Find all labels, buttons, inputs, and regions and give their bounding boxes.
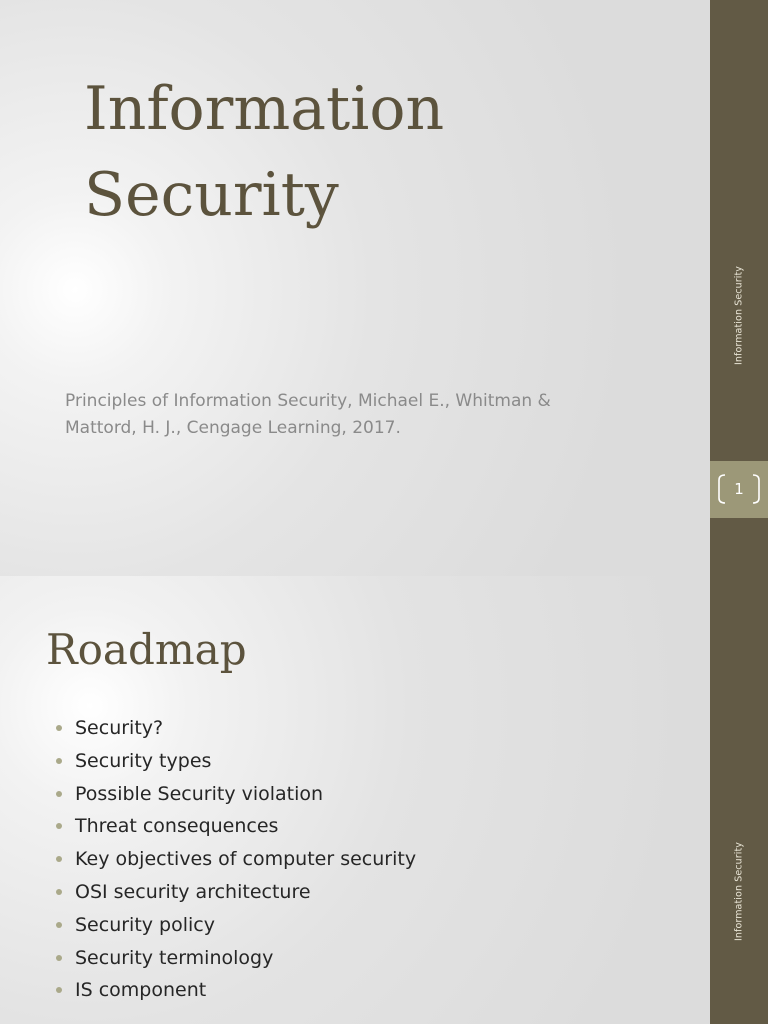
bullet-icon <box>56 987 62 993</box>
bullet-icon <box>56 955 62 961</box>
slide-title: Roadmap <box>46 625 247 674</box>
list-item <box>54 843 416 876</box>
bullet-list <box>54 712 416 1007</box>
bullet-icon <box>56 922 62 928</box>
list-item-text: Possible Security violation <box>75 782 324 805</box>
subtitle-line-1: Principles of Information Security, Michael E., Whitman & <box>65 391 551 411</box>
list-item-text: Key objectives of computer security <box>75 848 417 871</box>
bullet-icon <box>56 758 62 764</box>
list-item <box>54 778 416 811</box>
list-item-text: Security types <box>75 749 212 772</box>
list-item-text: Security policy <box>75 913 215 936</box>
list-item-text: IS component <box>75 979 207 1002</box>
slide-subtitle <box>65 388 645 442</box>
slide-number: 1 <box>734 480 744 498</box>
sidebar-caption: Information Security <box>733 841 745 942</box>
list-item-text: Threat consequences <box>75 815 279 838</box>
bullet-icon <box>56 856 62 862</box>
subtitle-line-2: Mattord, H. J., Cengage Learning, 2017. <box>65 418 401 438</box>
list-item <box>54 810 416 843</box>
list-item-text: Security terminology <box>75 946 274 969</box>
roadmap-slide <box>0 576 768 1024</box>
slide-sidebar <box>710 576 768 1024</box>
bullet-icon <box>56 889 62 895</box>
bullet-icon <box>56 791 62 797</box>
slide-number-box <box>710 461 768 518</box>
list-item <box>54 909 416 942</box>
bullet-icon <box>56 725 62 731</box>
list-item-text: Security? <box>75 717 164 739</box>
list-item <box>54 974 416 1007</box>
title-line-2: Security <box>84 160 339 230</box>
list-item <box>54 712 416 745</box>
title-line-1: Information <box>84 74 445 144</box>
list-item <box>54 745 416 778</box>
sidebar-caption: Information Security <box>733 265 745 366</box>
list-item <box>54 876 416 909</box>
slide-number-frame <box>716 474 762 504</box>
bullet-icon <box>56 823 62 829</box>
slide-title <box>84 66 644 238</box>
list-item <box>54 942 416 975</box>
list-item-text: OSI security architecture <box>75 880 311 903</box>
